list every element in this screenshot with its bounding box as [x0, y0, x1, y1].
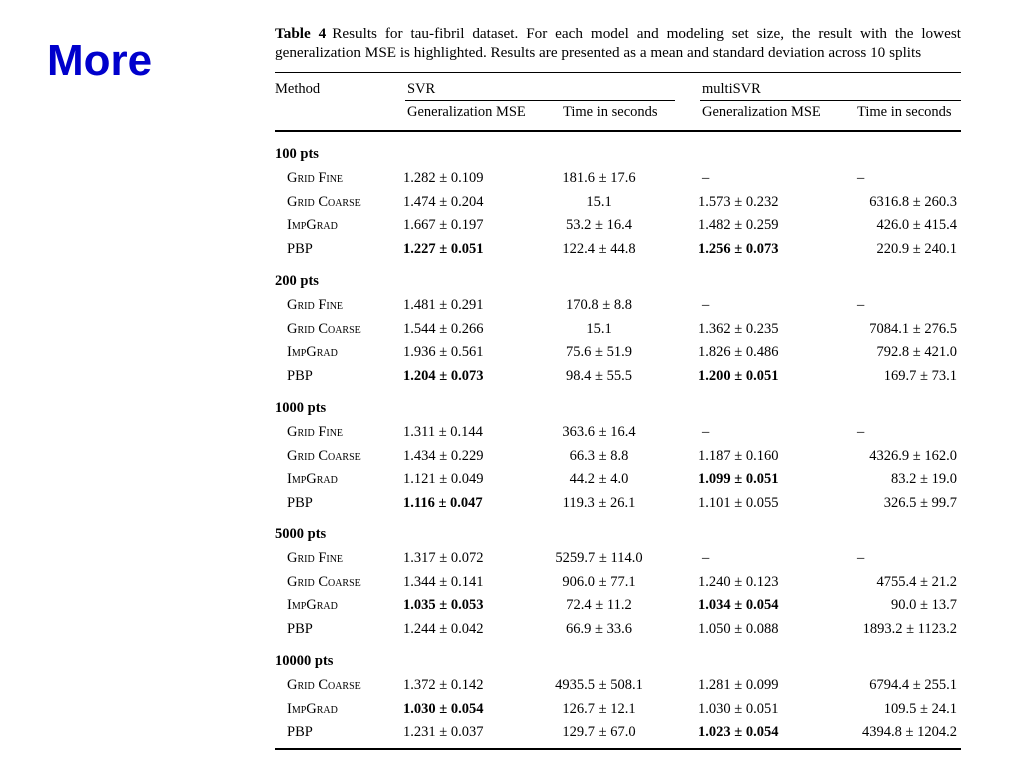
multisvr-time-cell: 109.5 ± 24.1	[883, 701, 957, 717]
top-rule	[275, 72, 961, 73]
multisvr-time-cell: –	[857, 550, 865, 566]
slide-title: More	[47, 36, 153, 85]
svr-time-cell: 181.6 ± 17.6	[562, 170, 636, 186]
multisvr-mse-cell: 1.281 ± 0.099	[698, 677, 779, 693]
multisvr-time-cell: 6794.4 ± 255.1	[869, 677, 957, 693]
svr-time-cell: 906.0 ± 77.1	[562, 574, 636, 590]
multisvr-time-cell: 4394.8 ± 1204.2	[862, 724, 957, 740]
row-method: Grid Fine	[287, 297, 344, 313]
svr-mse-cell: 1.030 ± 0.054	[403, 701, 484, 717]
svr-time-header: Time in seconds	[563, 104, 658, 120]
svr-time-cell: 126.7 ± 12.1	[562, 701, 636, 717]
multisvr-time-cell: 220.9 ± 240.1	[876, 241, 957, 257]
multisvr-time-cell: 83.2 ± 19.0	[891, 471, 957, 487]
multisvr-subrule	[700, 100, 961, 101]
multisvr-mse-cell: 1.362 ± 0.235	[698, 321, 779, 337]
group-label: 200 pts	[275, 273, 319, 289]
multisvr-time-cell: –	[857, 297, 865, 313]
table-caption	[275, 24, 961, 62]
multisvr-time-cell: 426.0 ± 415.4	[876, 217, 957, 233]
multisvr-time-cell: 6316.8 ± 260.3	[869, 194, 957, 210]
multisvr-time-cell: 7084.1 ± 276.5	[869, 321, 957, 337]
header-rule	[275, 130, 961, 132]
svr-mse-cell: 1.227 ± 0.051	[403, 241, 484, 257]
svr-mse-cell: 1.116 ± 0.047	[403, 495, 483, 511]
row-method: PBP	[287, 241, 313, 257]
svr-mse-cell: 1.035 ± 0.053	[403, 597, 484, 613]
svr-mse-cell: 1.474 ± 0.204	[403, 194, 484, 210]
row-method: Grid Fine	[287, 170, 344, 186]
multisvr-mse-cell: 1.573 ± 0.232	[698, 194, 779, 210]
multisvr-mse-cell: 1.050 ± 0.088	[698, 621, 779, 637]
svr-time-cell: 72.4 ± 11.2	[566, 597, 632, 613]
multisvr-mse-cell: –	[702, 297, 710, 313]
multisvr-mse-header: Generalization MSE	[702, 104, 821, 120]
multisvr-time-cell: 169.7 ± 73.1	[883, 368, 957, 384]
row-method: ImpGrad	[287, 344, 338, 360]
svr-time-cell: 122.4 ± 44.8	[562, 241, 636, 257]
row-method: Grid Coarse	[287, 321, 361, 337]
svr-mse-cell: 1.544 ± 0.266	[403, 321, 484, 337]
svr-header: SVR	[407, 81, 436, 97]
svr-mse-cell: 1.667 ± 0.197	[403, 217, 484, 233]
row-method: Grid Coarse	[287, 574, 361, 590]
multisvr-time-cell: 4326.9 ± 162.0	[869, 448, 957, 464]
multisvr-mse-cell: 1.023 ± 0.054	[698, 724, 779, 740]
multisvr-mse-cell: 1.099 ± 0.051	[698, 471, 779, 487]
table-label: Table 4	[275, 25, 327, 42]
caption-text: Results for tau-fibril dataset. For each model and modeling set size, the result with the lowest generalization MSE is highlighted. Results are presented as a mean and standard deviation across 10 splits	[275, 25, 961, 61]
group-label: 10000 pts	[275, 653, 334, 669]
svr-mse-cell: 1.244 ± 0.042	[403, 621, 484, 637]
svr-time-cell: 5259.7 ± 114.0	[555, 550, 643, 566]
row-method: Grid Fine	[287, 550, 344, 566]
svr-mse-cell: 1.434 ± 0.229	[403, 448, 484, 464]
multisvr-mse-cell: –	[702, 550, 710, 566]
svr-time-cell: 119.3 ± 26.1	[562, 495, 636, 511]
row-method: ImpGrad	[287, 217, 338, 233]
svr-mse-cell: 1.282 ± 0.109	[403, 170, 484, 186]
svr-mse-cell: 1.372 ± 0.142	[403, 677, 484, 693]
row-method: Grid Coarse	[287, 194, 361, 210]
row-method: Grid Coarse	[287, 448, 361, 464]
svr-mse-cell: 1.204 ± 0.073	[403, 368, 484, 384]
svr-time-cell: 98.4 ± 55.5	[566, 368, 632, 384]
svr-mse-cell: 1.481 ± 0.291	[403, 297, 484, 313]
row-method: PBP	[287, 621, 313, 637]
multisvr-mse-cell: –	[702, 170, 710, 186]
multisvr-time-cell: –	[857, 170, 865, 186]
svr-mse-cell: 1.231 ± 0.037	[403, 724, 484, 740]
svr-mse-cell: 1.344 ± 0.141	[403, 574, 484, 590]
row-method: ImpGrad	[287, 471, 338, 487]
multisvr-time-cell: –	[857, 424, 865, 440]
row-method: PBP	[287, 368, 313, 384]
method-header: Method	[275, 81, 321, 97]
svr-time-cell: 363.6 ± 16.4	[562, 424, 636, 440]
svr-time-cell: 44.2 ± 4.0	[569, 471, 629, 487]
svr-time-cell: 75.6 ± 51.9	[566, 344, 632, 360]
row-method: PBP	[287, 724, 313, 740]
bottom-rule	[275, 748, 961, 750]
multisvr-mse-cell: –	[702, 424, 710, 440]
multisvr-header: multiSVR	[702, 81, 761, 97]
multisvr-mse-cell: 1.200 ± 0.051	[698, 368, 779, 384]
row-method: Grid Fine	[287, 424, 344, 440]
multisvr-mse-cell: 1.030 ± 0.051	[698, 701, 779, 717]
row-method: PBP	[287, 495, 313, 511]
svr-mse-cell: 1.311 ± 0.144	[403, 424, 483, 440]
multisvr-mse-cell: 1.034 ± 0.054	[698, 597, 779, 613]
svr-mse-cell: 1.936 ± 0.561	[403, 344, 484, 360]
multisvr-mse-cell: 1.256 ± 0.073	[698, 241, 779, 257]
row-method: ImpGrad	[287, 701, 338, 717]
multisvr-mse-cell: 1.826 ± 0.486	[698, 344, 779, 360]
row-method: Grid Coarse	[287, 677, 361, 693]
multisvr-time-header: Time in seconds	[857, 104, 952, 120]
multisvr-mse-cell: 1.187 ± 0.160	[698, 448, 779, 464]
svr-time-cell: 53.2 ± 16.4	[566, 217, 632, 233]
svr-mse-header: Generalization MSE	[407, 104, 526, 120]
multisvr-mse-cell: 1.240 ± 0.123	[698, 574, 779, 590]
multisvr-mse-cell: 1.101 ± 0.055	[698, 495, 779, 511]
multisvr-time-cell: 326.5 ± 99.7	[883, 495, 957, 511]
svr-subrule	[405, 100, 675, 101]
svr-mse-cell: 1.121 ± 0.049	[403, 471, 484, 487]
svr-time-cell: 170.8 ± 8.8	[566, 297, 632, 313]
multisvr-time-cell: 90.0 ± 13.7	[891, 597, 957, 613]
svr-time-cell: 15.1	[586, 321, 612, 337]
svr-mse-cell: 1.317 ± 0.072	[403, 550, 484, 566]
group-label: 5000 pts	[275, 526, 327, 542]
svr-time-cell: 66.9 ± 33.6	[566, 621, 632, 637]
group-label: 100 pts	[275, 146, 319, 162]
multisvr-time-cell: 792.8 ± 421.0	[876, 344, 957, 360]
group-label: 1000 pts	[275, 400, 327, 416]
row-method: ImpGrad	[287, 597, 338, 613]
svr-time-cell: 129.7 ± 67.0	[562, 724, 636, 740]
multisvr-time-cell: 1893.2 ± 1123.2	[862, 621, 957, 637]
svr-time-cell: 4935.5 ± 508.1	[555, 677, 643, 693]
svr-time-cell: 66.3 ± 8.8	[569, 448, 629, 464]
multisvr-mse-cell: 1.482 ± 0.259	[698, 217, 779, 233]
svr-time-cell: 15.1	[586, 194, 612, 210]
multisvr-time-cell: 4755.4 ± 21.2	[876, 574, 957, 590]
